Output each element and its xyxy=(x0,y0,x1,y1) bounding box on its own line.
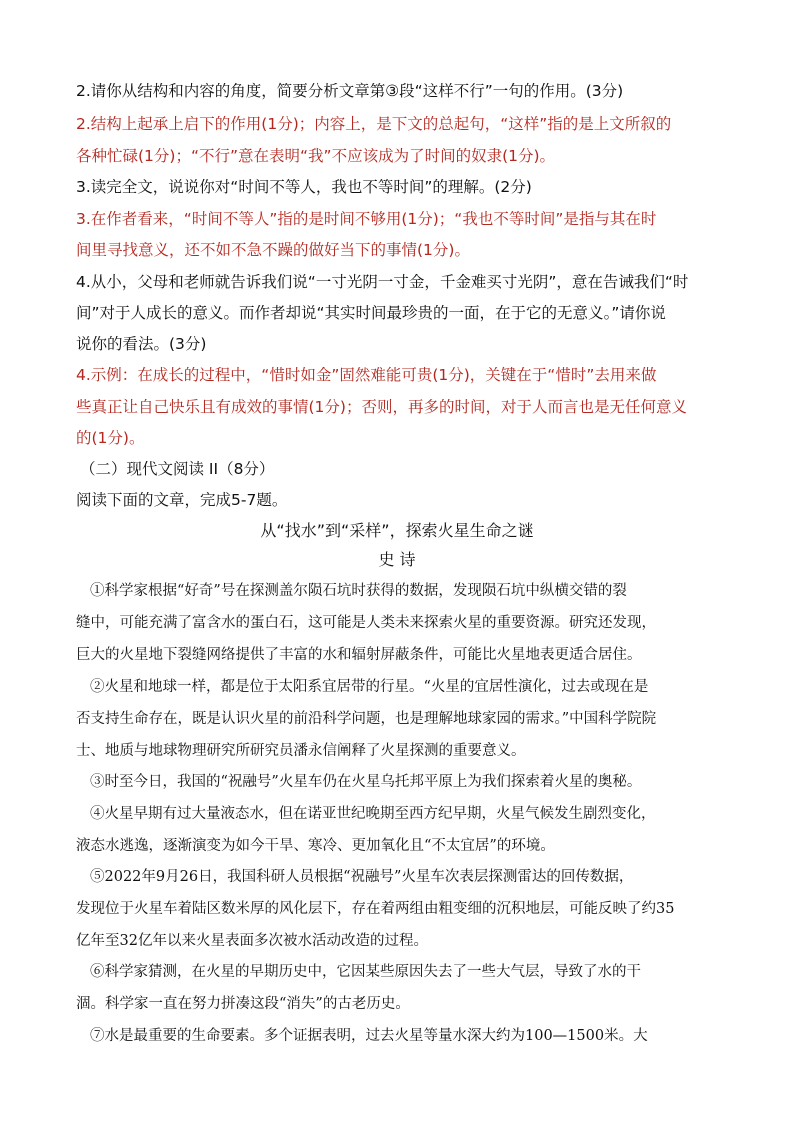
question-4-line-3: 说你的看法。(3分) xyxy=(76,335,207,353)
question-4-line-1: 4.从小，父母和老师就告诉我们说“一寸光阴一寸金，千金难买寸光阴”，意在告诫我们“时 xyxy=(76,273,689,291)
article-paragraph-1-line-1: ①科学家根据“好奇”号在探测盖尔陨石坑时获得的数据，发现陨石坑中纵横交错的裂 xyxy=(90,583,627,599)
article-paragraph-2-line-3: 士、地质与地球物理研究所研究员潘永信阐释了火星探测的重要意义。 xyxy=(76,743,526,759)
answer-2-line-2: 各种忙碌(1分)；“不行”意在表明“我”不应该成为了时间的奴隶(1分)。 xyxy=(76,147,556,165)
question-3: 3.读完全文，说说你对“时间不等人，我也不等时间”的理解。(2分) xyxy=(76,178,532,196)
article-paragraph-2-line-1: ②火星和地球一样，都是位于太阳系宜居带的行星。“火星的宜居性演化，过去或现在是 xyxy=(90,679,649,695)
article-paragraph-5-line-3: 亿年至32亿年以来火星表面多次被水活动改造的过程。 xyxy=(76,933,428,949)
article-paragraph-6-line-1: ⑥科学家猜测，在火星的早期历史中，它因某些原因失去了一些大气层，导致了水的干 xyxy=(90,964,641,980)
article-paragraph-7-line-1: ⑦水是最重要的生命要素。多个证据表明，过去火星等量水深大约为100—1500米。大 xyxy=(90,1028,648,1044)
answer-2-line-1: 2.结构上起承上启下的作用(1分)；内容上，是下文的总起句，“这样”指的是上文所叙的 xyxy=(76,115,672,133)
answer-3-line-1: 3.在作者看来，“时间不等人”指的是时间不够用(1分)；“我也不等时间”是指与其在时 xyxy=(76,210,657,228)
answer-3-line-2: 间里寻找意义，还不如不急不躁的做好当下的事情(1分)。 xyxy=(76,241,470,259)
article-paragraph-1-line-2: 缝中，可能充满了富含水的蛋白石，这可能是人类未来探索火星的重要资源。研究还发现， xyxy=(76,615,656,631)
article-paragraph-4-line-1: ④火星早期有过大量液态水，但在诺亚世纪晚期至西方纪早期，火星气候发生剧烈变化， xyxy=(90,806,656,822)
article-paragraph-6-line-2: 涸。科学家一直在努力拼凑这段“消失”的古老历史。 xyxy=(76,996,410,1012)
section-instruction: 阅读下面的文章，完成5-7题。 xyxy=(76,491,288,509)
answer-4-line-2: 些真正让自己快乐且有成效的事情(1分)；否则，再多的时间，对于人而言也是无任何意义 xyxy=(76,398,687,416)
article-paragraph-5-line-2: 发现位于火星车着陆区数米厚的风化层下，存在着两组由粗变细的沉积地层，可能反映了约35 xyxy=(76,901,675,917)
answer-4-line-3: 的(1分)。 xyxy=(76,429,145,447)
article-paragraph-3-line-1: ③时至今日，我国的“祝融号”火星车仍在火星乌托邦平原上为我们探索着火星的奥秘。 xyxy=(90,774,642,790)
question-4-line-2: 间”对于人成长的意义。而作者却说“其实时间最珍贵的一面，在于它的无意义。”请你说 xyxy=(76,304,666,322)
article-paragraph-5-line-1: ⑤2022年9月26日，我国科研人员根据“祝融号”火星车次表层探测雷达的回传数据， xyxy=(90,869,634,885)
answer-4-line-1: 4.示例：在成长的过程中，“惜时如金”固然难能可贵(1分)，关键在于“惜时”去用来做 xyxy=(76,366,657,384)
section-heading: （二）现代文阅读 II（8分） xyxy=(80,460,275,478)
question-2: 2.请你从结构和内容的角度，简要分析文章第③段“这样不行”一句的作用。(3分) xyxy=(76,82,624,100)
article-paragraph-1-line-3: 巨大的火星地下裂缝网络提供了丰富的水和辐射屏蔽条件，可能比火星地表更适合居住。 xyxy=(76,647,642,663)
article-paragraph-2-line-2: 否支持生命存在，既是认识火星的前沿科学问题，也是理解地球家园的需求。”中国科学院院 xyxy=(76,711,657,727)
article-title: 从“找水”到“采样”，探索火星生命之谜 xyxy=(260,521,534,540)
article-paragraph-4-line-2: 液态水逃逸，逐渐演变为如今干旱、寒冷、更加氧化且“不太宜居”的环境。 xyxy=(76,838,555,854)
article-author: 史 诗 xyxy=(378,550,416,569)
